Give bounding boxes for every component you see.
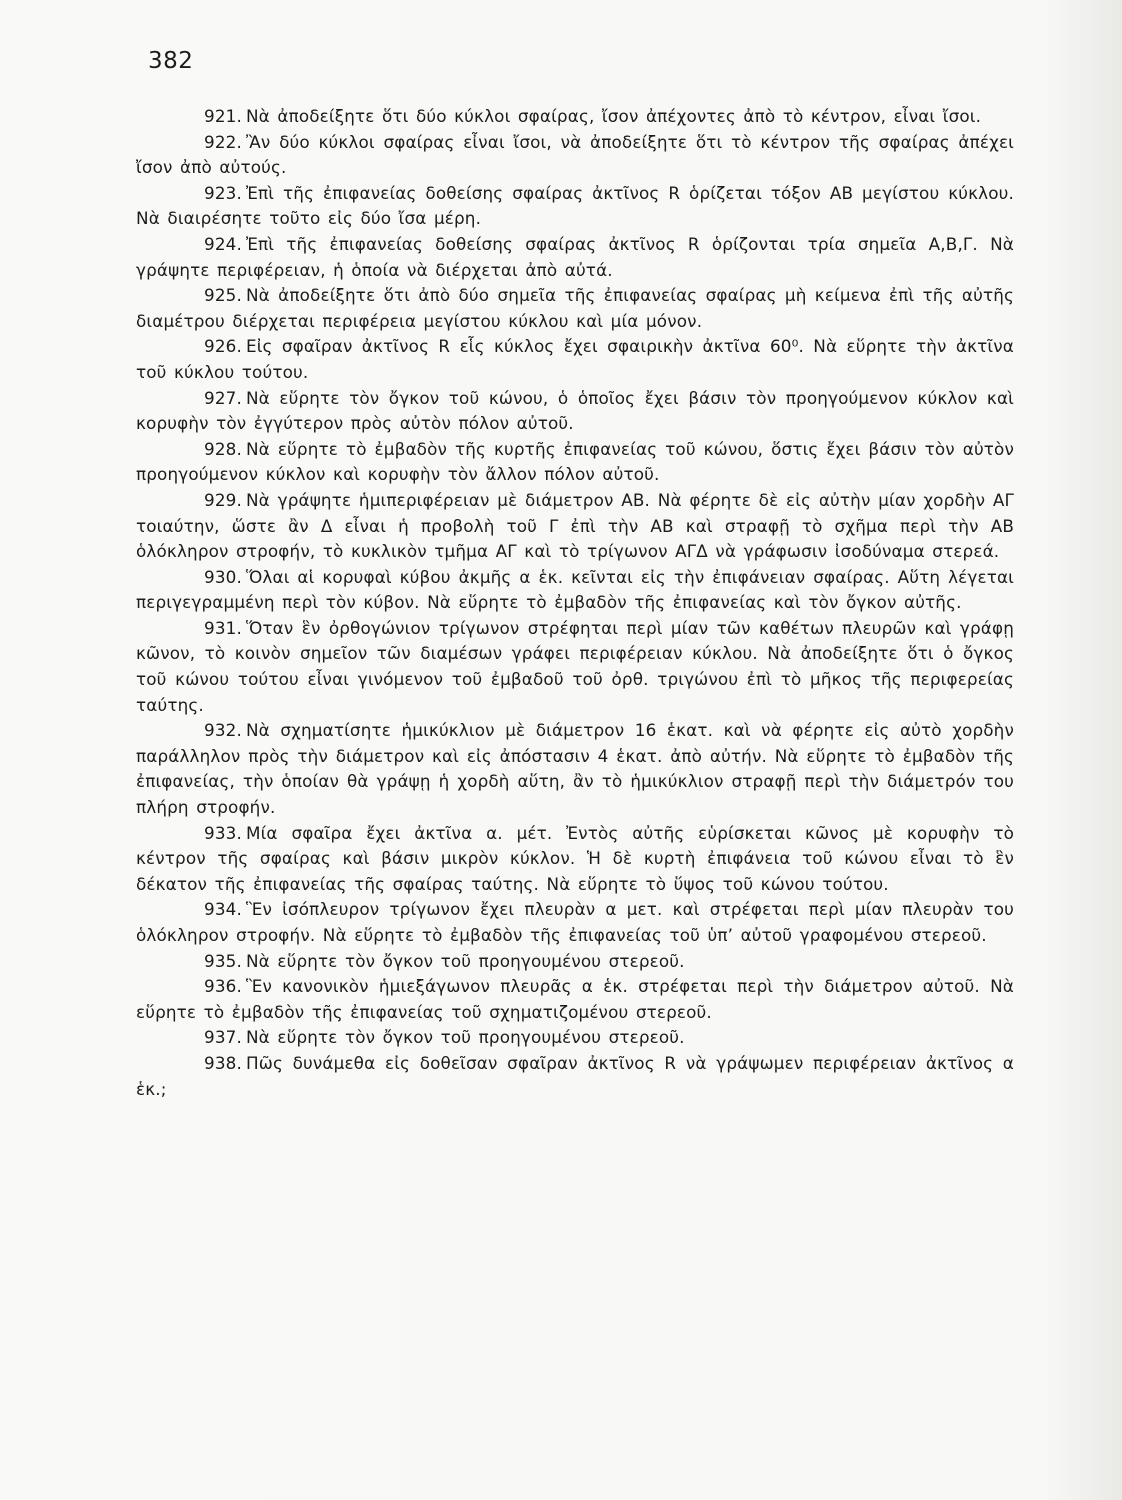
problem-number: 930. [204,566,242,587]
problem-text: Νὰ ἀποδείξητε ὅτι δύο κύκλοι σφαίρας, ἴσον ἀπέχοντες ἀπὸ τὸ κέντρον, εἶναι ἴσοι. [245,106,982,126]
problem-number: 935. [204,950,242,971]
problem-text: Ἂν δύο κύκλοι σφαίρας εἶναι ἴσοι, νὰ ἀποδείξητε ὅτι τὸ κέντρον τῆς σφαίρας ἀπέχει ἴσον ἀπὸ αὐτούς. [136,131,1014,178]
problem-list [136,104,1014,1102]
problem-text: Νὰ εὕρητε τὸν ὄγκον τοῦ κώνου, ὁ ὁποῖος ἔχει βάσιν τὸν προηγούμενον κύκλον καὶ κορυφὴν τὸν ἐγγύτερον πρὸς αὐτὸν πόλον αὐτοῦ. [136,387,1014,434]
problem-928 [136,437,1014,488]
problem-930 [136,565,1014,616]
problem-number: 928. [204,438,242,459]
problem-text: Ὅλαι αἱ κορυφαὶ κύβου ἀκμῆς α ἑκ. κεῖνται εἰς τὴν ἐπιφάνειαν σφαίρας. Αὕτη λέγεται περιγεγραμμένη περὶ τὸν κύβον. Νὰ εὕρητε τὸ ἐμβαδὸν τῆς ἐπιφανείας καὶ τὸν ὄγκον αὐτῆς. [136,566,1014,613]
problem-922 [136,130,1014,181]
problem-text: Νὰ γράψητε ἡμιπεριφέρειαν μὲ διάμετρον ΑΒ. Νὰ φέρητε δὲ εἰς αὐτὴν μίαν χορδὴν ΑΓ τοιαύτην, ὥστε ἂν Δ εἶναι ἡ προβολὴ τοῦ Γ ἐπὶ τὴν ΑΒ καὶ στραφῇ τὸ σχῆμα περὶ τὴν ΑΒ ὁλόκληρον στροφήν, τὸ κυκλικὸν τμῆμα ΑΓ καὶ τὸ τρίγωνον ΑΓΔ νὰ γράφωσιν ἰσοδύναμα στερεά. [136,489,1014,562]
problem-935 [136,949,1014,975]
problem-923 [136,181,1014,232]
problem-936 [136,974,1014,1025]
problem-number: 929. [204,489,242,510]
problem-number: 926. [204,336,242,357]
problem-text: Νὰ ἀποδείξητε ὅτι ἀπὸ δύο σημεῖα τῆς ἐπιφανείας σφαίρας μὴ κείμενα ἐπὶ τῆς αὐτῆς διαμέτρου διέρχεται περιφέρεια μεγίστου κύκλου καὶ μία μόνον. [136,285,1014,331]
problem-text: Πῶς δυνάμεθα εἰς δοθεῖσαν σφαῖραν ἀκτῖνος R νὰ γράψωμεν περιφέρειαν ἀκτῖνος α ἑκ.; [136,1052,1014,1099]
problem-text: Νὰ σχηματίσητε ἡμικύκλιον μὲ διάμετρον 16 ἑκατ. καὶ νὰ φέρητε εἰς αὐτὸ χορδὴν παράλληλον πρὸς τὴν διάμετρον καὶ εἰς ἀπόστασιν 4 ἑκατ. ἀπὸ αὐτήν. Νὰ εὕρητε τὸ ἐμβαδὸν τῆς ἐπιφανείας, τὴν ὁποίαν θὰ γράψῃ ἡ χορδὴ αὕτη, ἂν τὸ ἡμικύκλιον στραφῇ περὶ τὴν διάμετρόν του πλήρη στροφήν. [136,720,1014,818]
problem-925 [136,283,1014,334]
problem-number: 937. [204,1027,242,1048]
problem-text: Νὰ εὕρητε τὸν ὄγκον τοῦ προηγουμένου στερεοῦ. [245,1027,685,1048]
problem-933 [136,821,1014,898]
problem-938 [136,1051,1014,1102]
problem-number: 934. [204,899,242,920]
problem-931 [136,616,1014,718]
problem-number: 932. [204,720,242,741]
problem-text: Μία σφαῖρα ἔχει ἀκτῖνα α. μέτ. Ἐντὸς αὐτῆς εὑρίσκεται κῶνος μὲ κορυφὴν τὸ κέντρον τῆς σφαίρας καὶ βάσιν μικρὸν κύκλον. Ἡ δὲ κυρτὴ ἐπιφάνεια τοῦ κώνου εἶναι τὸ ἓν δέκατον τῆς ἐπιφανείας τῆς σφαίρας ταύτης. Νὰ εὕρητε τὸ ὕψος τοῦ κώνου τούτου. [136,822,1014,894]
problem-937 [136,1025,1014,1051]
problem-number: 933. [204,822,242,843]
problem-text: Νὰ εὕρητε τὸν ὄγκον τοῦ προηγουμένου στερεοῦ. [245,950,685,971]
problem-text: Νὰ εὕρητε τὸ ἐμβαδὸν τῆς κυρτῆς ἐπιφανείας τοῦ κώνου, ὅστις ἔχει βάσιν τὸν αὐτὸν προηγούμενον κύκλον καὶ κορυφὴν τὸν ἄλλον πόλον αὐτοῦ. [136,438,1014,485]
problem-926 [136,334,1014,385]
problem-number: 924. [204,233,242,254]
problem-927 [136,386,1014,437]
problem-text: Ἐπὶ τῆς ἐπιφανείας δοθείσης σφαίρας ἀκτῖνος R ὁρίζεται τόξον ΑΒ μεγίστου κύκλου. Νὰ διαιρέσητε τοῦτο εἰς δύο ἴσα μέρη. [136,182,1014,229]
problem-number: 927. [204,387,242,408]
problem-934 [136,897,1014,948]
page-number: 382 [148,48,194,74]
problem-number: 923. [204,182,242,203]
problem-text: Ἓν κανονικὸν ἡμιεξάγωνον πλευρᾶς α ἑκ. στρέφεται περὶ τὴν διάμετρον αὐτοῦ. Νὰ εὕρητε τὸ ἐμβαδὸν τῆς ἐπιφανείας τοῦ σχηματιζομένου στερεοῦ. [136,976,1014,1022]
problem-text: Ἐπὶ τῆς ἐπιφανείας δοθείσης σφαίρας ἀκτῖνος R ὁρίζονται τρία σημεῖα Α,Β,Γ. Νὰ γράψητε περιφέρειαν, ἡ ὁποία νὰ διέρχεται ἀπὸ αὐτά. [136,233,1014,280]
problem-number: 931. [204,617,242,638]
problem-number: 925. [204,285,242,306]
problem-number: 936. [204,976,242,997]
problem-921 [136,104,1014,130]
problem-number: 921. [204,106,242,126]
problem-text: Ὅταν ἓν ὀρθογώνιον τρίγωνον στρέφηται περὶ μίαν τῶν καθέτων πλευρῶν καὶ γράφῃ κῶνον, τὸ κοινὸν σημεῖον τῶν διαμέσων γράφει περιφέρειαν κύκλου. Νὰ ἀποδείξητε ὅτι ὁ ὄγκος τοῦ κώνου τούτου εἶναι γινόμενον τοῦ ἐμβαδοῦ τοῦ ὀρθ. τριγώνου ἐπὶ τὸ μῆκος τῆς περιφερείας ταύτης. [136,617,1014,715]
problem-number: 938. [204,1052,242,1073]
problem-932 [136,718,1014,820]
problem-929 [136,488,1014,565]
problem-text: Ἓν ἰσόπλευρον τρίγωνον ἔχει πλευρὰν α μετ. καὶ στρέφεται περὶ μίαν πλευρὰν του ὁλόκληρον στροφήν. Νὰ εὕρητε τὸ ἐμβαδὸν τῆς ἐπιφανείας τοῦ ὑπ’ αὐτοῦ γραφομένου στερεοῦ. [136,899,1014,945]
problem-924 [136,232,1014,283]
problem-text: Εἰς σφαῖραν ἀκτῖνος R εἷς κύκλος ἔχει σφαιρικὴν ἀκτῖνα 60⁰. Νὰ εὕρητε τὴν ἀκτῖνα τοῦ κύκλου τούτου. [136,336,1014,382]
problem-number: 922. [204,131,242,152]
